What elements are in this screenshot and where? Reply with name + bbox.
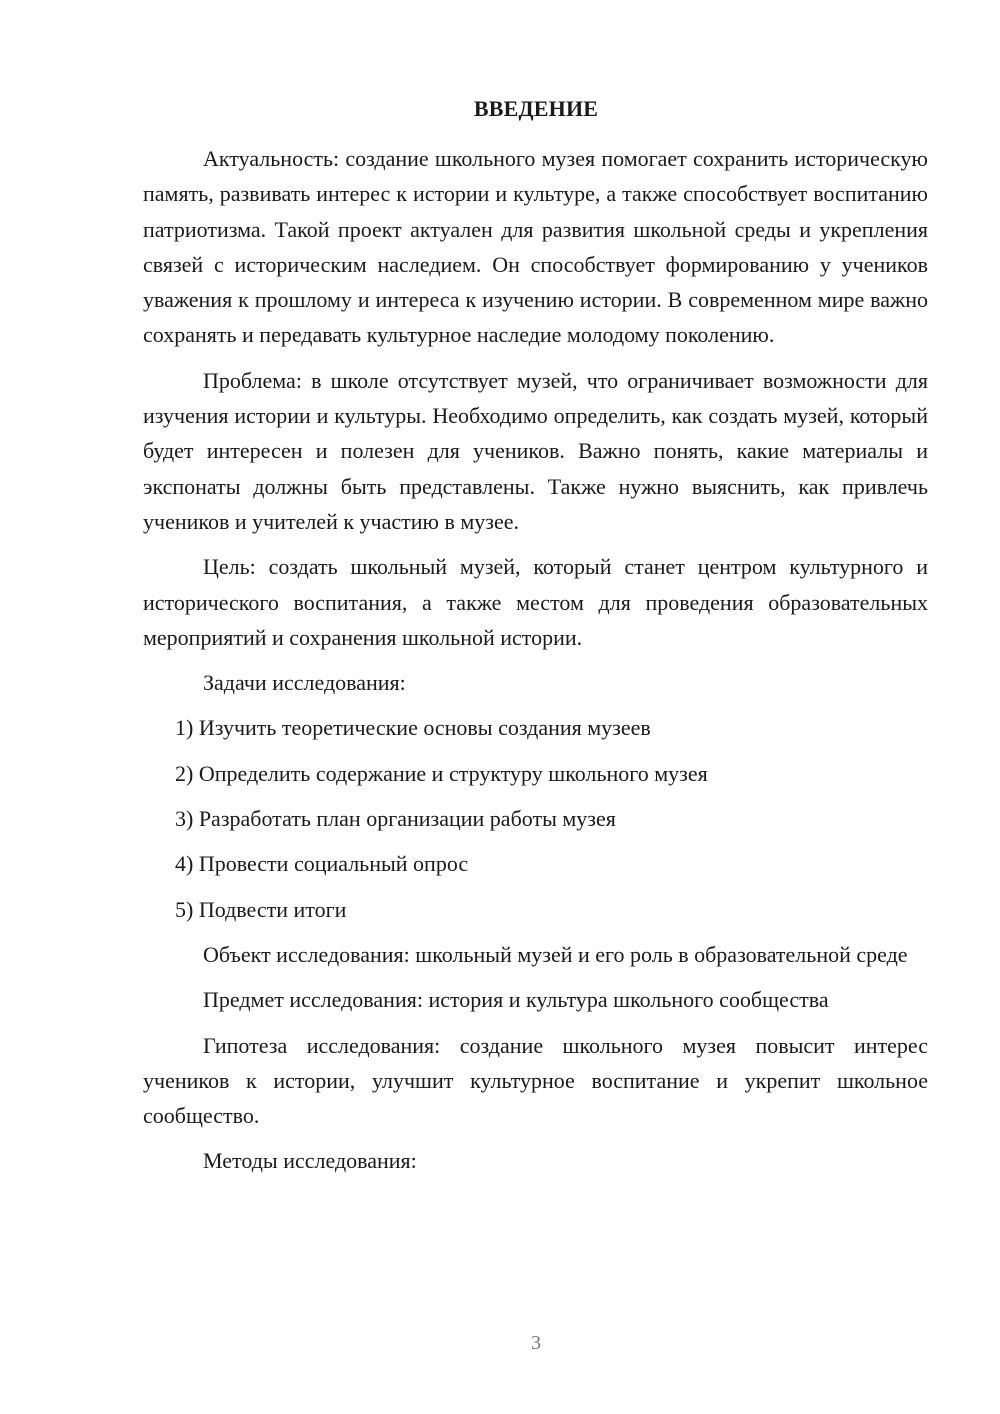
task-item-3: 3) Разработать план организации работы музея — [175, 806, 616, 832]
subject-paragraph: Предмет исследования: история и культура школьного сообщества — [203, 987, 829, 1013]
relevance-paragraph: Актуальность: создание школьного музея помогает сохранить историческую память, развивать интерес к истории и культуре, а также способствует воспитанию патриотизма. Такой проект актуален для развития школьной среды и укрепления связей с историческим наследием. Он способствует формированию у учеников уважения к прошлому и интереса к изучению истории. В современном мире важно сохранять и передавать культурное наследие молодому поколению. — [143, 146, 928, 348]
object-paragraph: Объект исследования: школьный музей и его роль в образовательной среде — [203, 941, 908, 967]
task-item-2: 2) Определить содержание и структуру школьного музея — [175, 760, 708, 786]
task-item-4: 4) Провести социальный опрос — [175, 851, 469, 877]
page-number: 3 — [531, 1332, 541, 1354]
hypothesis-paragraph: Гипотеза исследования: создание школьного музея повысит интерес учеников к истории, улучшит культурное воспитание и укрепит школьное сообщество. — [143, 1032, 928, 1129]
tasks-list — [143, 710, 928, 926]
tasks-heading: Задачи исследования: — [203, 670, 406, 696]
goal-paragraph: Цель: создать школьный музей, который станет центром культурного и исторического воспитания, а также местом для проведения образовательных мероприятий и сохранения школьной истории. — [143, 554, 928, 650]
body-text — [143, 141, 928, 1189]
section-title: ВВЕДЕНИЕ — [473, 96, 599, 121]
problem-paragraph: Проблема: в школе отсутствует музей, что ограничивает возможности для изучения истории и культуры. Необходимо определить, как создать музей, который будет интересен и полезен для учеников. Важно понять, какие материалы и экспонаты должны быть представлены. Также нужно выяснить, как привлечь учеников и учителей к участию в музее. — [143, 367, 928, 534]
task-item-5: 5) Подвести итоги — [175, 896, 347, 922]
task-item-1: 1) Изучить теоретические основы создания музеев — [175, 715, 651, 741]
methods-heading: Методы исследования: — [203, 1148, 417, 1174]
